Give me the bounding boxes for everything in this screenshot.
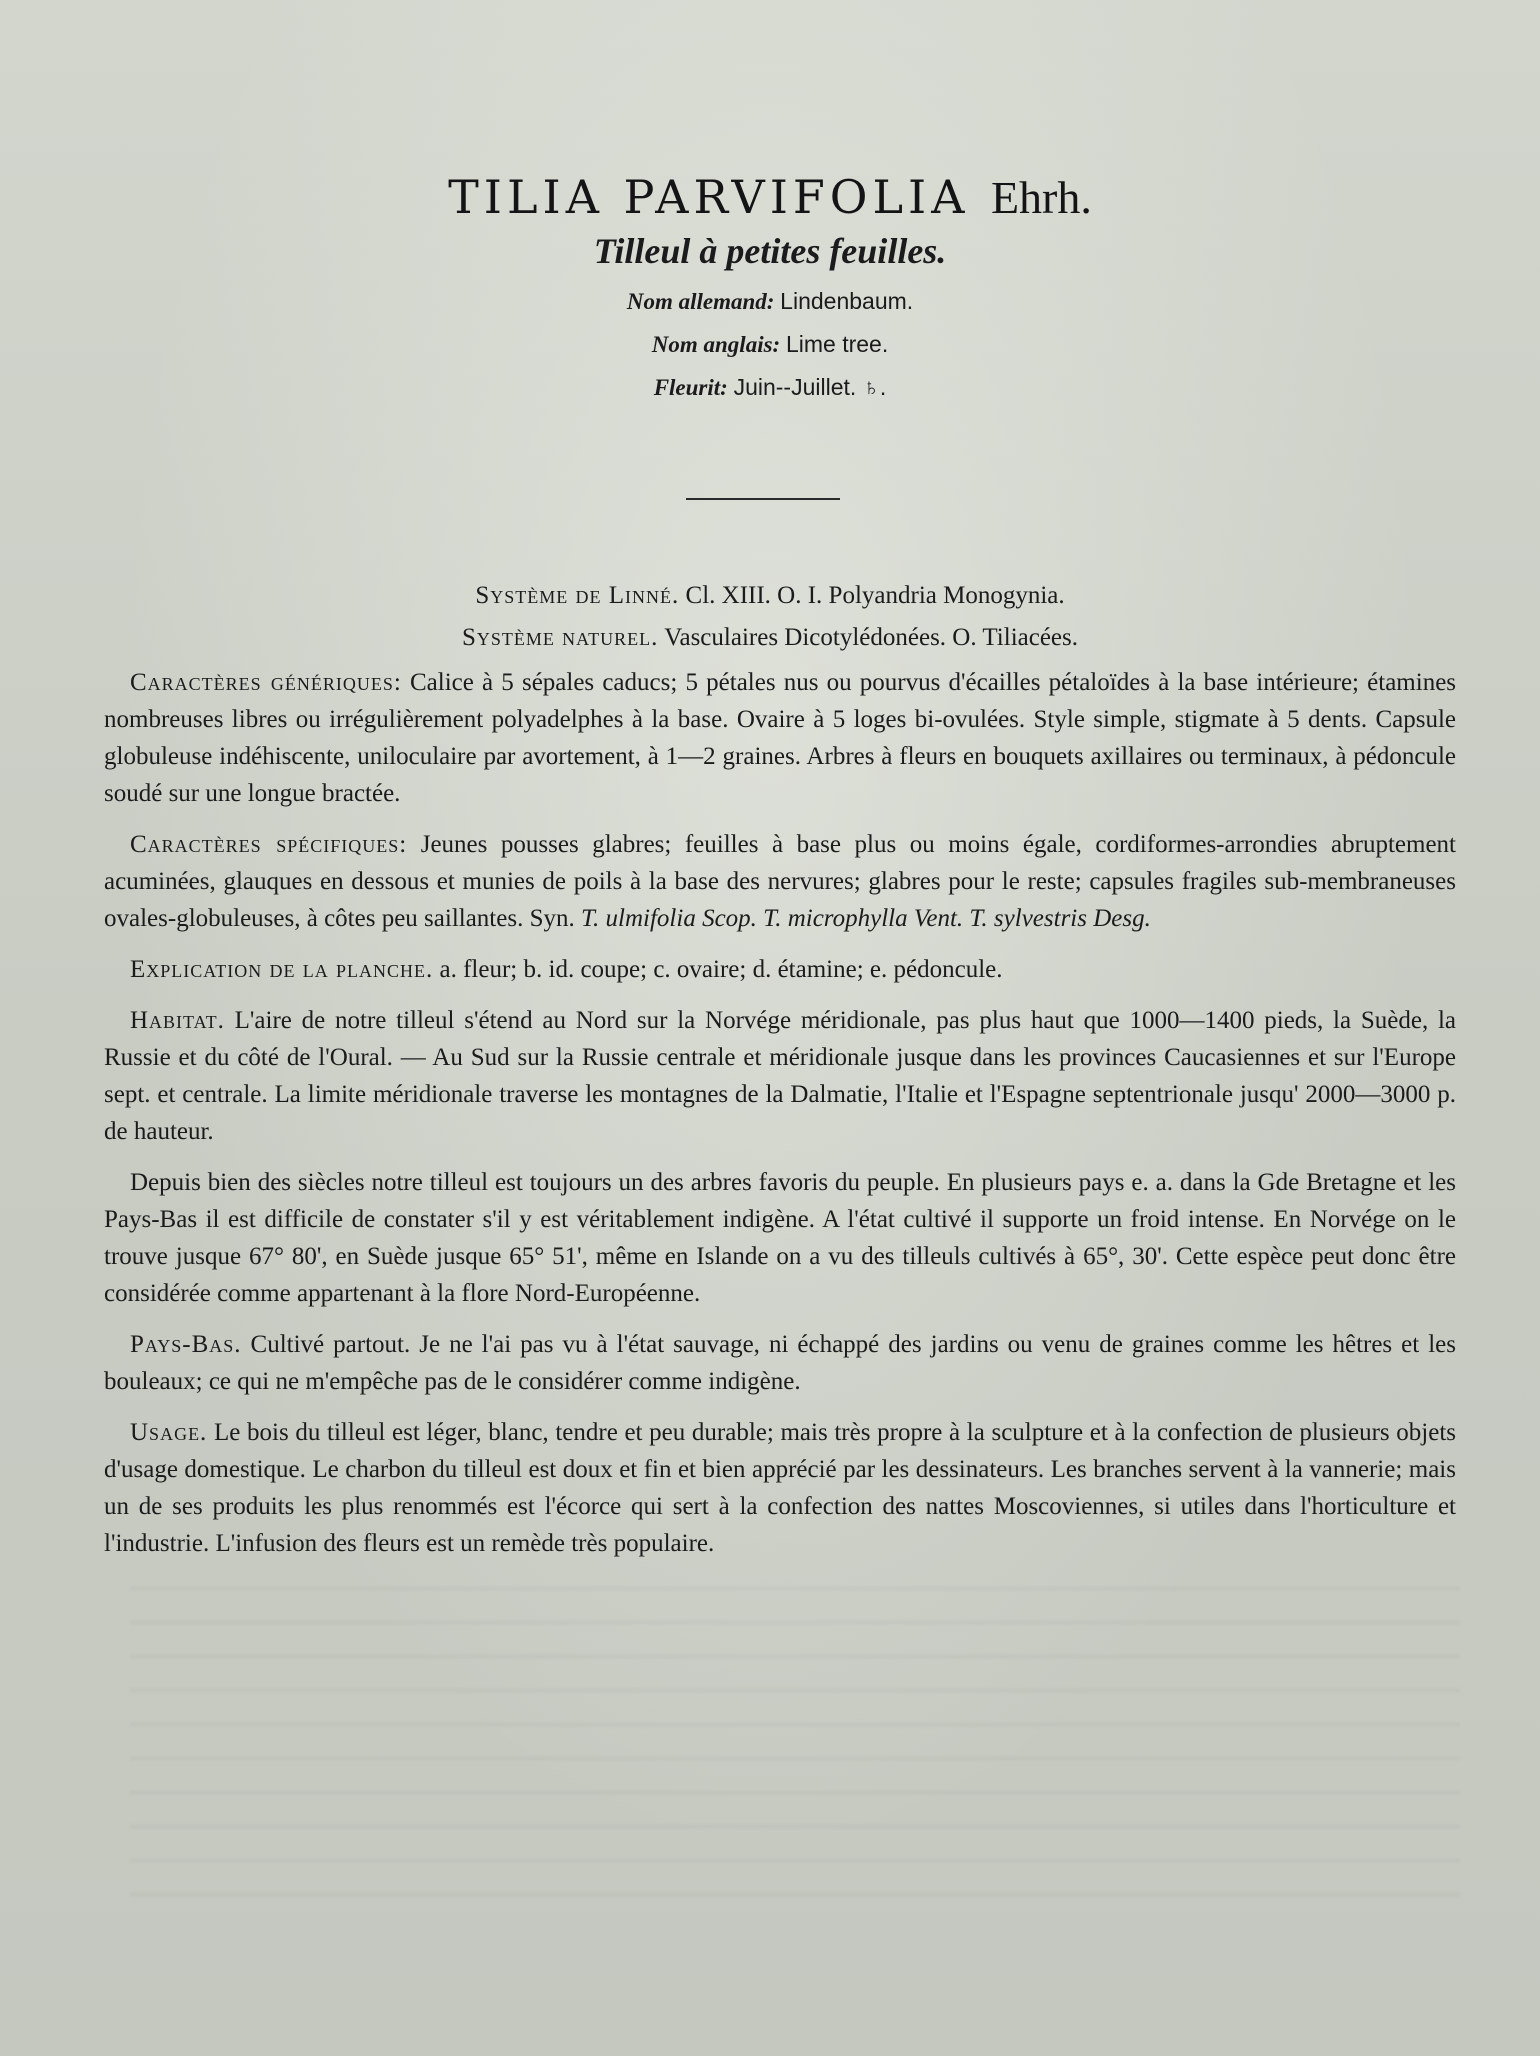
- generic-characters-text: Calice à 5 sépales caducs; 5 pétales nus ou pourvus d'écailles pétaloïdes à la base intérieure; étamines nombreuses libres ou irrégulièrement polyadelphes à la base. Ovaire à 5 loges bi-ovulées. Style simple, stigmate à 5 dents. Capsule globuleuse indéhiscente, uniloculaire par avortement, à 1—2 graines. Arbres à fleurs en bouquets axillaires ou terminaux, à pédoncule soudé sur une longue bractée.: [104, 669, 1457, 807]
- english-name-label: Nom anglais:: [651, 332, 781, 357]
- german-name-value: Lindenbaum.: [780, 288, 914, 314]
- netherlands-text: Cultivé partout. Je ne l'ai pas vu à l'état sauvage, ni échappé des jardins ou venu de graines comme les hêtres et les bouleaux; ce qui ne m'empêche pas de le considérer comme indigène.: [104, 1331, 1456, 1395]
- distribution-paragraph: [104, 1164, 1456, 1312]
- habitat-paragraph: [104, 1002, 1456, 1150]
- linne-system-line: [0, 582, 1540, 610]
- english-name-line: [0, 329, 1540, 360]
- title-genus: TILIA PARVIFOLIA: [448, 170, 970, 224]
- plate-explanation-paragraph: [104, 951, 1456, 988]
- natural-system-line: [0, 624, 1540, 652]
- body-text: [104, 664, 1456, 1576]
- flowering-line: [0, 372, 1540, 403]
- page-subtitle: Tilleul à petites feuilles.: [593, 231, 947, 271]
- flowering-value: Juin--Juillet. ♄.: [733, 374, 887, 400]
- header-divider: [686, 498, 840, 500]
- generic-characters-heading: Caractères génériques:: [130, 669, 402, 696]
- flowering-label: Fleurit:: [653, 375, 728, 400]
- english-name-value: Lime tree.: [785, 331, 889, 357]
- show-through-text: [130, 1560, 1460, 1900]
- synonyms-text: T. ulmifolia Scop. T. microphylla Vent. T. sylvestris Desg.: [580, 905, 1151, 932]
- usage-paragraph: [104, 1414, 1456, 1562]
- habitat-text: L'aire de notre tilleul s'étend au Nord sur la Norvége méridionale, pas plus haut que 1000—1400 pieds, la Suède, la Russie et du côté de l'Oural. — Au Sud sur la Russie centrale et méridionale jusque dans les provinces Caucasiennes et sur l'Europe sept. et centrale. La limite méridionale traverse les montagnes de la Dalmatie, l'Italie et l'Espagne septentrionale jusqu' 2000—3000 p. de hauteur.: [104, 1007, 1457, 1145]
- german-name-line: [0, 286, 1540, 317]
- specific-characters-text: Jeunes pousses glabres; feuilles à base plus ou moins égale, cordiformes-arrondies abruptement acuminées, glauques en dessous et munies de poils à la base des nervures; glabres pour le reste; capsules fragiles sub-membraneuses ovales-globuleuses, à côtes peu saillantes. Syn.: [104, 831, 1456, 932]
- distribution-text: Depuis bien des siècles notre tilleul est toujours un des arbres favoris du peuple. En plusieurs pays e. a. dans la Gde Bretagne et les Pays-Bas il est difficile de constater s'il y est véritablement indigène. A l'état cultivé il supporte un froid intense. En Norvége on le trouve jusque 67° 80', en Suède jusque 65° 51', même en Islande on a vu des tilleuls cultivés à 65°, 30'. Cette espèce peut donc être considérée comme appartenant à la flore Nord-Européenne.: [104, 1169, 1456, 1307]
- page-header: [0, 170, 1540, 403]
- usage-text: Le bois du tilleul est léger, blanc, tendre et peu durable; mais très propre à la sculpture et à la confection de plusieurs objets d'usage domestique. Le charbon du tilleul est doux et fin et bien apprécié par les dessinateurs. Les branches servent à la vannerie; mais un de ses produits les plus renommés est l'écorce qui sert à la confection des nattes Moscoviennes, si utiles dans l'horticulture et l'industrie. L'infusion des fleurs est un remède très populaire.: [104, 1419, 1457, 1557]
- plate-explanation-heading: Explication de la planche.: [130, 956, 434, 983]
- plate-explanation-text: a. fleur; b. id. coupe; c. ovaire; d. étamine; e. pédoncule.: [439, 956, 1003, 983]
- natural-system-label: Système naturel.: [461, 624, 659, 651]
- natural-system-value: Vasculaires Dicotylédonées. O. Tiliacées.: [664, 624, 1078, 651]
- german-name-label: Nom allemand:: [626, 289, 775, 314]
- title-author: Ehrh.: [990, 172, 1092, 223]
- netherlands-heading: Pays-Bas.: [130, 1331, 242, 1358]
- linne-system-label: Système de Linné.: [475, 582, 680, 609]
- usage-heading: Usage.: [130, 1419, 208, 1446]
- habitat-heading: Habitat.: [130, 1007, 225, 1034]
- generic-characters-paragraph: [104, 664, 1456, 812]
- netherlands-paragraph: [104, 1326, 1456, 1400]
- specific-characters-heading: Caractères spécifiques:: [130, 831, 408, 858]
- specific-characters-paragraph: [104, 826, 1456, 937]
- linne-system-value: Cl. XIII. O. I. Polyandria Monogynia.: [685, 582, 1065, 609]
- page-title: [0, 170, 1540, 224]
